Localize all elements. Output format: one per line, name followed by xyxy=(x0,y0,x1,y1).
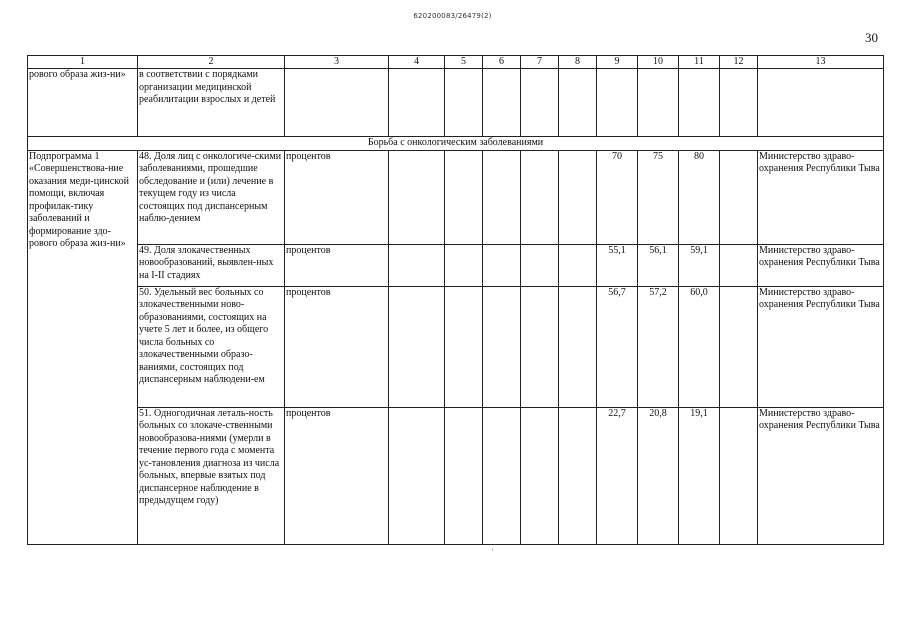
value-col11: 59,1 xyxy=(679,244,720,286)
column-header: 11 xyxy=(679,56,720,69)
empty-cell xyxy=(389,150,445,244)
value-col9: 56,7 xyxy=(597,286,638,407)
section-row xyxy=(28,137,884,151)
empty-cell xyxy=(445,407,483,544)
table-row xyxy=(28,407,884,544)
column-header: 6 xyxy=(483,56,521,69)
column-header: 9 xyxy=(597,56,638,69)
indicator-cell: 49. Доля злокачественных новообразований, выявлен-ных на I-II стадиях xyxy=(138,244,285,286)
indicator-cell: 50. Удельный вес больных со злокачественными ново-образованиями, состоящих на учете 5 лет и более, из общего числа больных со злокачественными образо-ваниями, состоящих под диспансерным наблюдени-ем xyxy=(138,286,285,407)
empty-cell xyxy=(521,286,559,407)
unit-cell: процентов xyxy=(285,244,389,286)
column-header: 12 xyxy=(720,56,758,69)
indicators-table xyxy=(27,55,884,545)
empty-cell xyxy=(720,407,758,544)
empty-cell xyxy=(597,69,638,137)
unit-cell: процентов xyxy=(285,286,389,407)
value-col10: 57,2 xyxy=(638,286,679,407)
value-col10: 75 xyxy=(638,150,679,244)
value-col9: 22,7 xyxy=(597,407,638,544)
table-row xyxy=(28,286,884,407)
empty-cell xyxy=(521,150,559,244)
responsible-cell: Министерство здраво-охранения Республики Тыва xyxy=(758,286,884,407)
empty-cell xyxy=(483,150,521,244)
column-header: 10 xyxy=(638,56,679,69)
responsible-cell: Министерство здраво-охранения Республики Тыва xyxy=(758,150,884,244)
column-header: 8 xyxy=(559,56,597,69)
value-col9: 55,1 xyxy=(597,244,638,286)
empty-cell xyxy=(679,69,720,137)
subprogram-cell: Подпрограмма 1 «Совершенствова-ние оказания меди-цинской помощи, включая профилак-тику заболеваний и формирование здо-рового образа жиз-ни» xyxy=(28,150,138,544)
empty-cell xyxy=(389,244,445,286)
value-col9: 70 xyxy=(597,150,638,244)
column-header: 1 xyxy=(28,56,138,69)
empty-cell xyxy=(638,69,679,137)
empty-cell xyxy=(720,286,758,407)
empty-cell xyxy=(521,244,559,286)
section-title: Борьба с онкологическим заболеваниями xyxy=(28,137,884,151)
continuation-subprogram-cell: рового образа жиз-ни» xyxy=(28,69,138,137)
empty-cell xyxy=(559,244,597,286)
empty-cell xyxy=(389,407,445,544)
column-header: 2 xyxy=(138,56,285,69)
empty-cell xyxy=(445,286,483,407)
value-col10: 56,1 xyxy=(638,244,679,286)
responsible-cell: Министерство здраво-охранения Республики Тыва xyxy=(758,244,884,286)
document-id: 620200083/26479(2) xyxy=(413,12,492,20)
continuation-indicator-cell: в соответствии с порядками организации медицинской реабилитации взрослых и детей xyxy=(138,69,285,137)
value-col11: 60,0 xyxy=(679,286,720,407)
empty-cell xyxy=(285,69,389,137)
empty-cell xyxy=(389,69,445,137)
empty-cell xyxy=(483,286,521,407)
column-header: 3 xyxy=(285,56,389,69)
unit-cell: процентов xyxy=(285,407,389,544)
empty-cell xyxy=(445,150,483,244)
indicator-cell: 48. Доля лиц с онкологиче-скими заболеваниями, прошедшие обследование и (или) лечение в текущем году из числа состоящих под диспансерным наблю-дением xyxy=(138,150,285,244)
empty-cell xyxy=(521,407,559,544)
unit-cell: процентов xyxy=(285,150,389,244)
empty-cell xyxy=(521,69,559,137)
empty-cell xyxy=(758,69,884,137)
indicator-cell: 51. Одногодичная леталь-ность больных со злокаче-ственными новообразова-ниями (умерли в течение первого года с момента ус-тановления диагноза из числа больных, впервые взятых под диспансерное наблюдение в предыдущем году) xyxy=(138,407,285,544)
empty-cell xyxy=(720,150,758,244)
empty-cell xyxy=(389,286,445,407)
column-header: 5 xyxy=(445,56,483,69)
column-header-row xyxy=(28,56,884,69)
table-row xyxy=(28,244,884,286)
value-col11: 19,1 xyxy=(679,407,720,544)
empty-cell xyxy=(483,407,521,544)
empty-cell xyxy=(445,69,483,137)
value-col10: 20,8 xyxy=(638,407,679,544)
table-row xyxy=(28,150,884,244)
empty-cell xyxy=(445,244,483,286)
empty-cell xyxy=(483,244,521,286)
responsible-cell: Министерство здраво-охранения Республики Тыва xyxy=(758,407,884,544)
empty-cell xyxy=(483,69,521,137)
scan-artifact xyxy=(492,548,493,551)
empty-cell xyxy=(720,69,758,137)
empty-cell xyxy=(720,244,758,286)
column-header: 13 xyxy=(758,56,884,69)
empty-cell xyxy=(559,150,597,244)
empty-cell xyxy=(559,286,597,407)
empty-cell xyxy=(559,407,597,544)
column-header: 7 xyxy=(521,56,559,69)
column-header: 4 xyxy=(389,56,445,69)
empty-cell xyxy=(559,69,597,137)
table-row xyxy=(28,69,884,137)
value-col11: 80 xyxy=(679,150,720,244)
page-number: 30 xyxy=(865,30,878,45)
